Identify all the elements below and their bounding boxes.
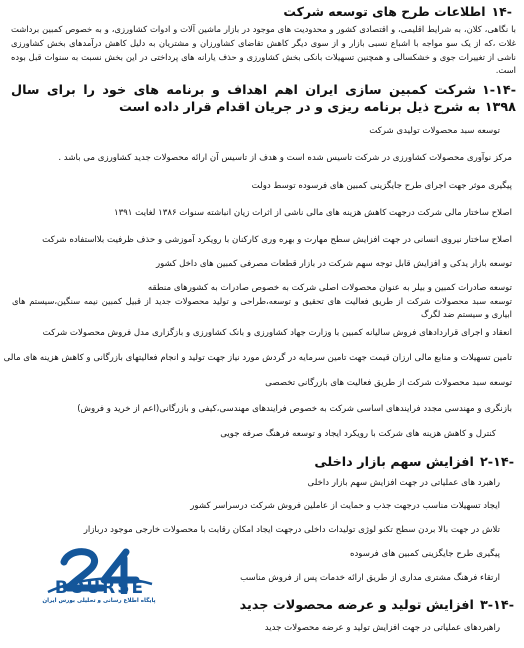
section-14-1-heading bbox=[11, 82, 516, 116]
list-item: انعقاد و اجرای قراردادهای فروش سالیانه کمبین با وزارت جهاد کشاورزی و بانک کشاورزی و بازگزاری مدل فروش محصولات شرکت bbox=[42, 328, 512, 338]
section-14-number: -۱۴ bbox=[491, 4, 512, 19]
list-item: توسعه بازار یدکی و افزایش قابل توجه سهم شرکت در بازار قطعات مصرفی کمبین های داخل کشور bbox=[155, 259, 512, 269]
list-item: پیگیری موثر جهت اجرای طرح جایگزینی کمبین های فرسوده توسط دولت bbox=[251, 181, 512, 191]
section-14-2-number: -۲-۱۴ bbox=[479, 455, 514, 470]
section-14-heading bbox=[283, 4, 512, 20]
list-item: مرکز نوآوری محصولات کشاورزی در شرکت تاسیس شده است و هدف از تاسیس آن ارائه محصولات جدید کشاورزی می باشد . bbox=[58, 153, 512, 163]
list-item: توسعه سبد محصولات شرکت از طریق فعالیت های بازرگانی تخصصی bbox=[265, 378, 512, 388]
list-item: ایجاد تسهیلات مناسب درجهت جذب و حمایت از عاملین فروش شرکت درسراسر کشور bbox=[190, 501, 500, 511]
list-item: تلاش در جهت بالا بردن سطح تکنو لوژی تولیدات داخلی درجهت ایجاد امکان رقابت با محصولات خارجی موجود دربازار bbox=[83, 525, 500, 535]
list-item: راهبرد های عملیاتی در جهت افزایش سهم بازار داخلی bbox=[307, 478, 500, 488]
list-item: راهبردهای عملیاتی در جهت افزایش تولید و عرضه محصولات جدید bbox=[264, 623, 500, 633]
section-14-3-number: -۳-۱۴ bbox=[479, 598, 514, 613]
section-14-title: اطلاعات طرح های توسعه شرکت bbox=[283, 4, 486, 19]
list-item: توسعه سبد محصولات شرکت از طریق فعالیت های تحقیق و توسعه،طراحی و تولید محصولات جدید از قبیل کمبین نیمه سنگین،سیستم های ابیاری و سیستم ضد لگرگ bbox=[12, 296, 512, 319]
list-item: بازنگری و مهندسی مجدد فرایندهای اساسی شرکت به خصوص فرایندهای مهندسی،کیفی و بازرگانی(اعم از خرید و فروش) bbox=[77, 404, 512, 414]
section-14-1-number: -۱-۱۴ bbox=[481, 83, 516, 98]
list-item: ارتقاء فرهنگ مشتری مداری از طریق ارائه خدمات پس از فروش مناسب bbox=[240, 573, 500, 583]
section-14-3-heading bbox=[240, 597, 514, 615]
list-item: کنترل و کاهش هزینه های شرکت با رویکرد ایجاد و توسعه فرهنگ صرفه جویی bbox=[220, 429, 496, 439]
list-item: اصلاح ساختار نیروی انسانی در جهت افزایش سطح مهارت و بهره وری کارکنان با رویکرد آموزشی و حذف ظرفیت بلااستفاده شرکت bbox=[42, 235, 512, 245]
section-14-3-title: افزایش تولید و عرضه محصولات جدید bbox=[239, 598, 474, 613]
section-14-paragraph: با نگاهی، کلان، به شرایط اقلیمی، و اقتصادی کشور و محدودیت های موجود در بازار ماشین آلات و ادوات کشاورزی، و به خصوص کمبین برداشت غلات ،که از یک سو مواجه با اشباع نسبی بازار و از سوی دیگر کاهش تقاضای کشاورزان و مشتریان به دلیل کاهش درآمدهای بخش کشاورزی ناشی از تغییرات جوی و خشکسالی و همچنین تسهیلات بانکی بخش کشاورزی و حذف یارانه های پرداختی در این بخش نسبت به سنوات قبل بوده است. bbox=[11, 24, 516, 76]
list-item: اصلاح ساختار مالی شرکت درجهت کاهش هزینه های مالی ناشی از اثرات زیان انباشته سنوات ۱۳۸۶ لغایت ۱۳۹۱ bbox=[113, 208, 512, 218]
logo-subtitle: پایگاه اطلاع رسانی و تحلیلی بورس ایران bbox=[42, 598, 156, 604]
list-item: پیگیری طرح جایگزینی کمبین های فرسوده bbox=[349, 549, 500, 559]
section-14-2-heading bbox=[314, 454, 514, 472]
list-item: تامین تسهیلات و منابع مالی ارزان قیمت جهت تامین سرمایه در گردش مورد نیاز جهت تولید و انجام فعالیتهای بازرگانی و کاهش هزینه های مالی bbox=[3, 353, 512, 363]
logo-wordmark: BOURSE bbox=[54, 578, 146, 598]
list-item: توسعه صادرات کمبین و بیلر به عنوان محصولات اصلی شرکت به خصوص صادرات به کشورهای منطقه bbox=[147, 283, 512, 293]
bourse-logo bbox=[38, 548, 160, 648]
section-14-2-title: افزایش سهم بازار داخلی bbox=[314, 455, 474, 470]
section-14-1-title: شرکت کمبین سازی ایران اهم اهداف و برنامه های خود را برای سال ۱۳۹۸ به شرح ذیل برنامه ریزی و در جریان اقدام قرار داده است bbox=[11, 83, 516, 115]
list-item: توسعه سبد محصولات تولیدی شرکت bbox=[369, 126, 500, 136]
